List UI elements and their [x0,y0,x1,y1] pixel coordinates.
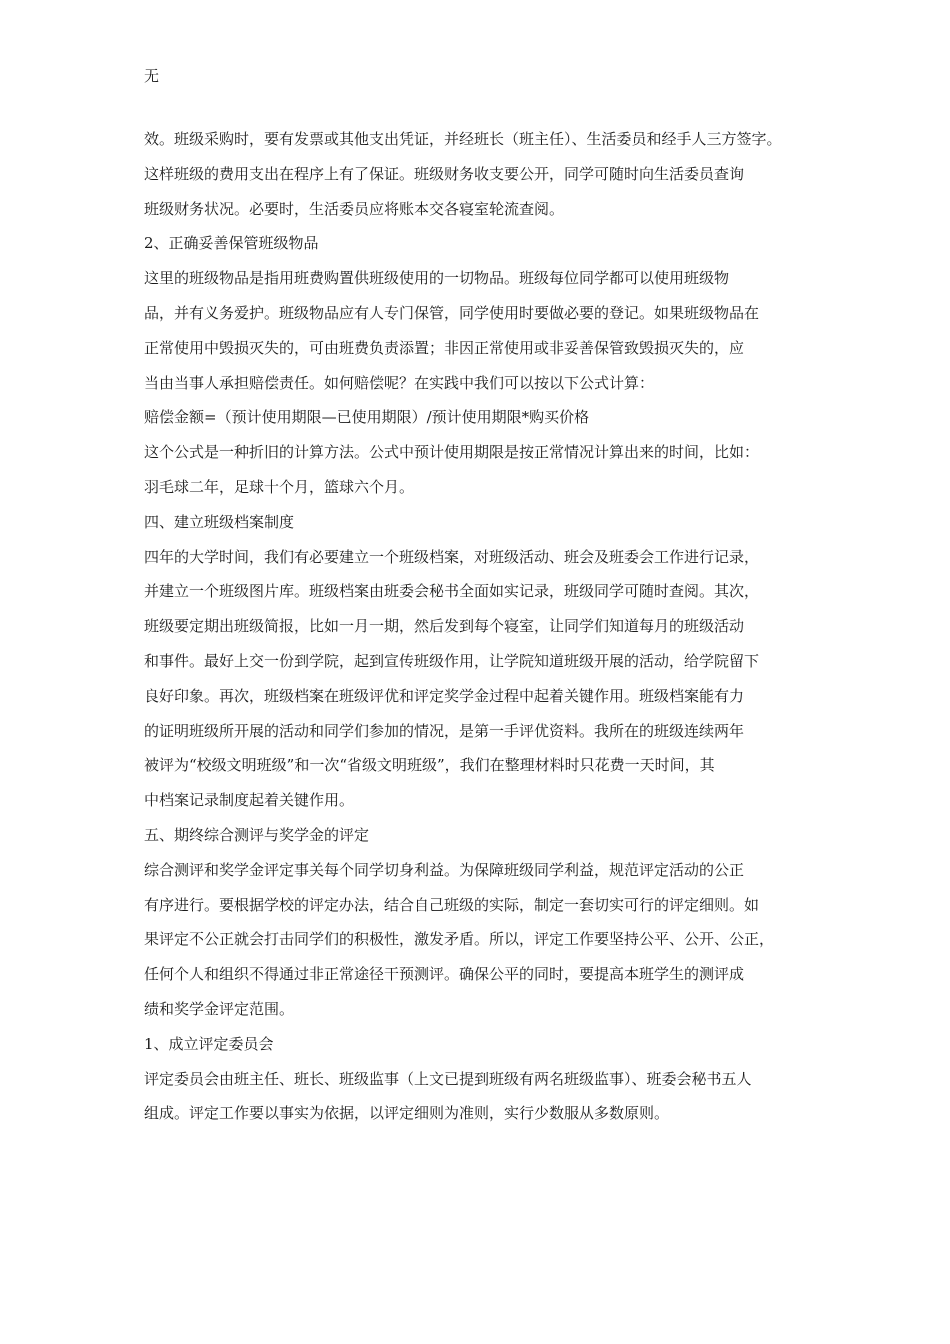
text-line: 羽毛球二年，足球十个月，篮球六个月。 [144,477,415,496]
text-line: 并建立一个班级图片库。班级档案由班委会秘书全面如实记录，班级同学可随时查阅。其次， [144,582,760,601]
text-line: 绩和奖学金评定范围。 [144,999,295,1018]
text-line: 这个公式是一种折旧的计算方法。公式中预计使用期限是按正常情况计算出来的时间，比如： [144,443,760,462]
section-heading: 1、成立评定委员会 [144,1034,274,1053]
text-line: 班级财务状况。必要时，生活委员应将账本交各寝室轮流查阅。 [144,199,565,218]
text-line: 良好印象。再次，班级档案在班级评优和评定奖学金过程中起着关键作用。班级档案能有力 [144,686,745,705]
text-line: 被评为“校级文明班级”和一次“省级文明班级”，我们在整理材料时只花费一天时间，其 [144,756,715,775]
page-header: 无 [144,67,160,85]
text-line: 班级要定期出班级简报，比如一月一期，然后发到每个寝室，让同学们知道每月的班级活动 [144,617,745,636]
text-line: 这样班级的费用支出在程序上有了保证。班级财务收支要公开，同学可随时向生活委员查询 [144,164,745,183]
document-body [144,122,844,1131]
section-heading: 2、正确妥善保管班级物品 [144,234,319,253]
text-line: 当由当事人承担赔偿责任。如何赔偿呢？在实践中我们可以按以下公式计算： [144,373,655,392]
section-heading: 五、期终综合测评与奖学金的评定 [144,825,370,844]
text-line: 品，并有义务爱护。班级物品应有人专门保管，同学使用时要做必要的登记。如果班级物品在 [144,303,760,322]
text-line: 任何个人和组织不得通过非正常途径干预测评。确保公平的同时，要提高本班学生的测评成 [144,965,745,984]
text-line: 四年的大学时间，我们有必要建立一个班级档案，对班级活动、班会及班委会工作进行记录， [144,547,760,566]
formula-line: 赔偿金额=（预计使用期限—已使用期限）/预计使用期限*购买价格 [144,408,590,427]
text-line: 的证明班级所开展的活动和同学们参加的情况，是第一手评优资料。我所在的班级连续两年 [144,721,745,740]
text-line: 效。班级采购时，要有发票或其他支出凭证，并经班长（班主任）、生活委员和经手人三方签字。 [144,130,782,148]
text-line: 这里的班级物品是指用班费购置供班级使用的一切物品。班级每位同学都可以使用班级物 [144,269,730,288]
text-line: 正常使用中毁损灭失的，可由班费负责添置；非因正常使用或非妥善保管致毁损灭失的，应 [144,338,745,357]
text-line: 组成。评定工作要以事实为依据，以评定细则为准则，实行少数服从多数原则。 [144,1104,670,1123]
text-line: 果评定不公正就会打击同学们的积极性，激发矛盾。所以，评定工作要坚持公平、公开、公正， [144,930,775,949]
text-line: 有序进行。要根据学校的评定办法，结合自己班级的实际，制定一套切实可行的评定细则。如 [144,895,760,914]
text-line: 中档案记录制度起着关键作用。 [144,791,355,810]
text-line: 评定委员会由班主任、班长、班级监事（上文已提到班级有两名班级监事）、班委会秘书五人 [144,1069,752,1088]
text-line: 综合测评和奖学金评定事关每个同学切身利益。为保障班级同学利益，规范评定活动的公正 [144,860,745,879]
section-heading: 四、建立班级档案制度 [144,512,295,531]
text-line: 和事件。最好上交一份到学院，起到宣传班级作用，让学院知道班级开展的活动，给学院留下 [144,651,760,670]
